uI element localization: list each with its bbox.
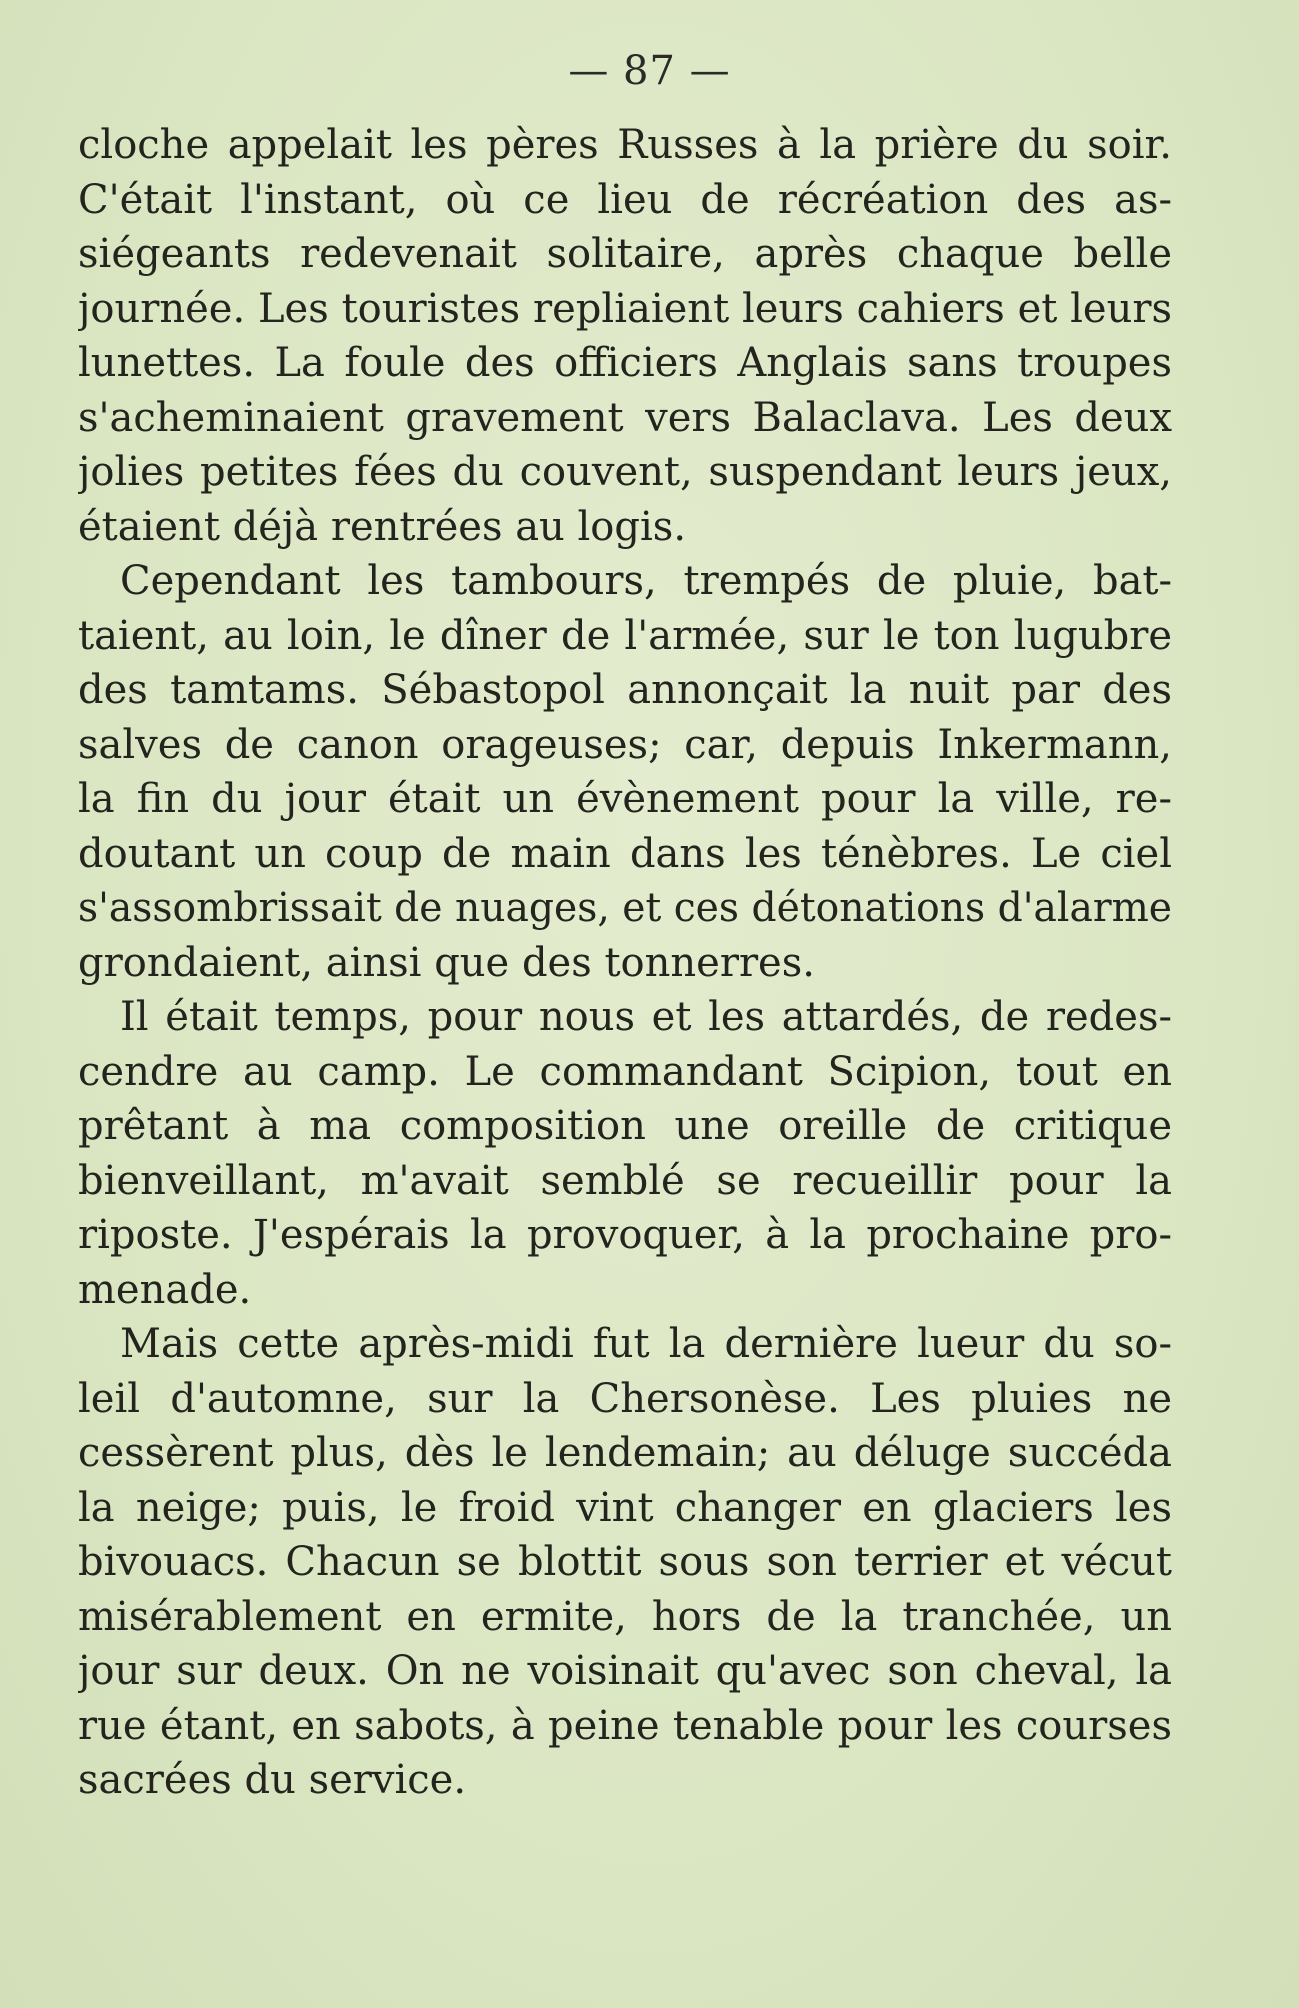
text-line: misérablement en ermite, hors de la tranchée, un xyxy=(78,1593,1172,1640)
text-line: lunettes. La foule des officiers Anglais sans troupes xyxy=(78,340,1172,386)
text-line: Cependant les tambours, trempés de pluie, bat- xyxy=(120,558,1172,604)
text-line: journée. Les touristes repliaient leurs cahiers et leurs xyxy=(78,285,1172,332)
text-line: C'était l'instant, où ce lieu de récréation des as- xyxy=(78,176,1172,223)
text-line: taient, au loin, le dîner de l'armée, sur le ton lugubre xyxy=(78,612,1172,659)
text-line: bienveillant, m'avait semblé se recueillir pour la xyxy=(78,1157,1172,1204)
paragraph xyxy=(78,554,1172,990)
text-line: étaient déjà rentrées au logis. xyxy=(78,503,687,550)
text-line: cloche appelait les pères Russes à la prière du soir. xyxy=(78,122,1172,168)
text-line: cessèrent plus, dès le lendemain; au déluge succéda xyxy=(78,1430,1172,1476)
text-line: la neige; puis, le froid vint changer en glaciers les xyxy=(78,1484,1172,1531)
text-line: bivouacs. Chacun se blottit sous son terrier et vécut xyxy=(78,1539,1172,1585)
paragraph xyxy=(78,990,1172,1317)
paragraph xyxy=(78,118,1172,554)
paragraph xyxy=(78,1317,1172,1808)
text-line: la fin du jour était un évènement pour la ville, re- xyxy=(78,776,1172,822)
page-number: — 87 — xyxy=(568,48,731,94)
text-line: s'assombrissait de nuages, et ces détonations d'alarme xyxy=(78,885,1172,931)
text-line: jour sur deux. On ne voisinait qu'avec son cheval, la xyxy=(78,1648,1172,1694)
text-line: des tamtams. Sébastopol annonçait la nuit par des xyxy=(78,667,1172,713)
text-line: doutant un coup de main dans les ténèbres. Le ciel xyxy=(78,830,1172,877)
text-line: jolies petites fées du couvent, suspendant leurs jeux, xyxy=(78,449,1172,495)
text-line: sacrées du service. xyxy=(78,1757,467,1803)
text-line: salves de canon orageuses; car, depuis Inkermann, xyxy=(78,721,1172,768)
text-line: s'acheminaient gravement vers Balaclava. Les deux xyxy=(78,394,1172,441)
text-line: Mais cette après-midi fut la dernière lueur du so- xyxy=(120,1321,1172,1367)
text-line: cendre au camp. Le commandant Scipion, tout en xyxy=(78,1048,1172,1095)
text-line: menade. xyxy=(78,1266,252,1313)
body-text xyxy=(78,118,1172,1808)
text-line: leil d'automne, sur la Chersonèse. Les pluies ne xyxy=(78,1375,1172,1422)
text-line: siégeants redevenait solitaire, après chaque belle xyxy=(78,231,1172,277)
text-line: rue étant, en sabots, à peine tenable pour les courses xyxy=(78,1702,1172,1749)
text-line: grondaient, ainsi que des tonnerres. xyxy=(78,939,815,986)
text-line: Il était temps, pour nous et les attardés, de redes- xyxy=(120,994,1172,1040)
text-line: prêtant à ma composition une oreille de critique xyxy=(78,1103,1172,1149)
text-line: riposte. J'espérais la provoquer, à la prochaine pro- xyxy=(78,1212,1172,1258)
